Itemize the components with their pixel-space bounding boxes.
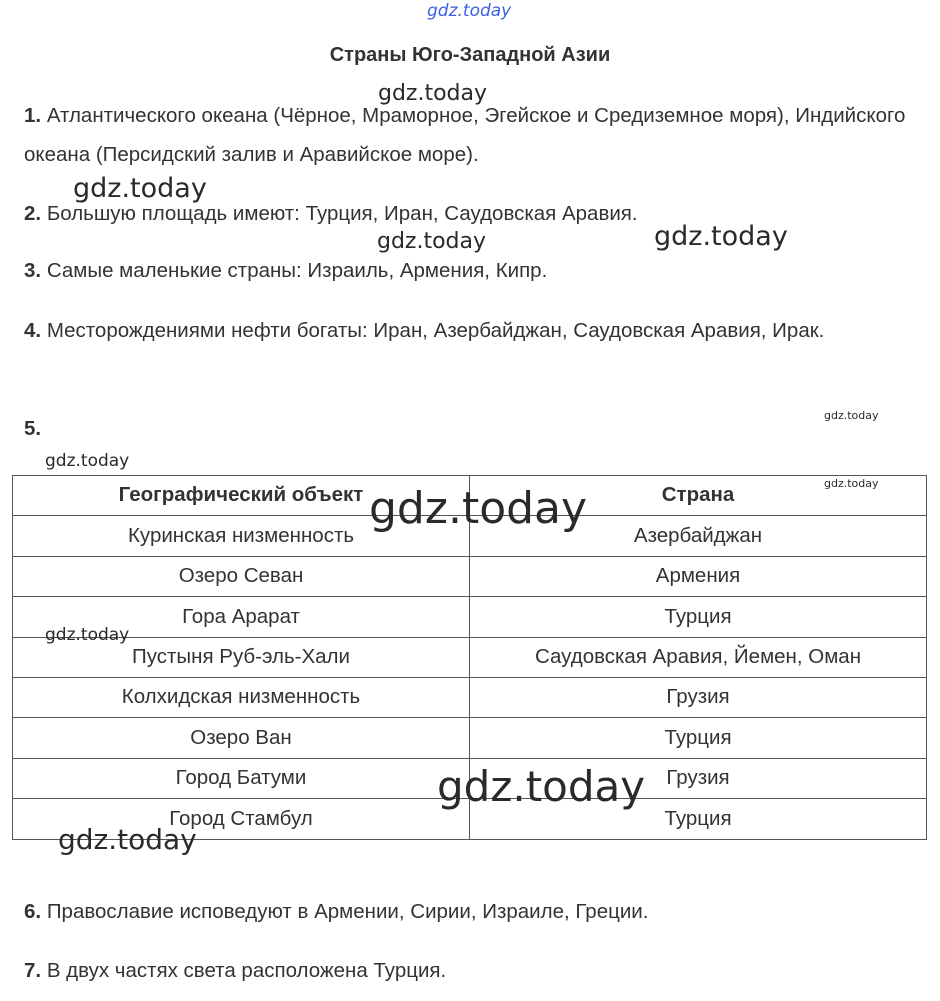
answer-text: Атлантического океана (Чёрное, Мраморное, Эгейское и Средиземное моря), Индийского океана (Персидский залив и Аравийское море).	[24, 104, 906, 166]
watermark: gdz.today	[377, 229, 487, 254]
object-cell: Куринская низменность	[13, 516, 470, 556]
answer-5	[24, 409, 924, 448]
watermark-top: gdz.today	[427, 1, 512, 21]
answer-number: 1.	[24, 104, 42, 127]
country-cell: Грузия	[470, 758, 927, 798]
answer-7	[24, 951, 924, 990]
object-cell: Гора Арарат	[13, 597, 470, 637]
answer-3	[24, 251, 924, 290]
answer-number: 5.	[24, 417, 42, 440]
country-cell: Турция	[470, 597, 927, 637]
answer-number: 3.	[24, 259, 42, 282]
watermark: gdz.today	[58, 823, 197, 856]
watermark: gdz.today	[45, 625, 130, 645]
answer-number: 7.	[24, 959, 42, 982]
answer-4	[24, 311, 924, 350]
table-row	[13, 637, 927, 677]
watermark: gdz.today	[378, 81, 488, 106]
answer-text: Большую площадь имеют: Турция, Иран, Саудовская Аравия.	[46, 202, 638, 225]
column-header-object: Географический объект	[13, 476, 470, 516]
answer-number: 4.	[24, 319, 42, 342]
table-row	[13, 677, 927, 717]
watermark: gdz.today	[73, 173, 207, 204]
object-cell: Пустыня Руб-эль-Хали	[13, 637, 470, 677]
answer-text: Православие исповедуют в Армении, Сирии, Израиле, Греции.	[46, 900, 649, 923]
object-cell: Озеро Севан	[13, 556, 470, 596]
country-cell: Саудовская Аравия, Йемен, Оман	[470, 637, 927, 677]
object-cell: Озеро Ван	[13, 718, 470, 758]
answer-text: Самые маленькие страны: Израиль, Армения, Кипр.	[46, 259, 548, 282]
table-row	[13, 597, 927, 637]
watermark: gdz.today	[824, 409, 879, 422]
page-title: Страны Юго-Западной Азии	[329, 44, 611, 66]
object-cell: Город Батуми	[13, 758, 470, 798]
answer-number: 2.	[24, 202, 42, 225]
country-cell: Турция	[470, 799, 927, 839]
watermark: gdz.today	[654, 221, 788, 252]
country-cell: Азербайджан	[470, 516, 927, 556]
object-cell: Город Стамбул	[13, 799, 470, 839]
country-cell: Грузия	[470, 677, 927, 717]
answer-text: Месторождениями нефти богаты: Иран, Азербайджан, Саудовская Аравия, Ирак.	[46, 319, 825, 342]
answer-text: В двух частях света расположена Турция.	[46, 959, 447, 982]
answer-6	[24, 892, 924, 931]
object-cell: Колхидская низменность	[13, 677, 470, 717]
watermark: gdz.today	[437, 762, 646, 811]
column-header-country: Страна	[470, 476, 927, 516]
table-row	[13, 556, 927, 596]
watermark: gdz.today	[824, 477, 879, 490]
watermark: gdz.today	[369, 483, 588, 534]
table-row	[13, 718, 927, 758]
answer-1	[24, 96, 924, 174]
country-cell: Армения	[470, 556, 927, 596]
answer-number: 6.	[24, 900, 42, 923]
watermark: gdz.today	[45, 451, 130, 471]
country-cell: Турция	[470, 718, 927, 758]
